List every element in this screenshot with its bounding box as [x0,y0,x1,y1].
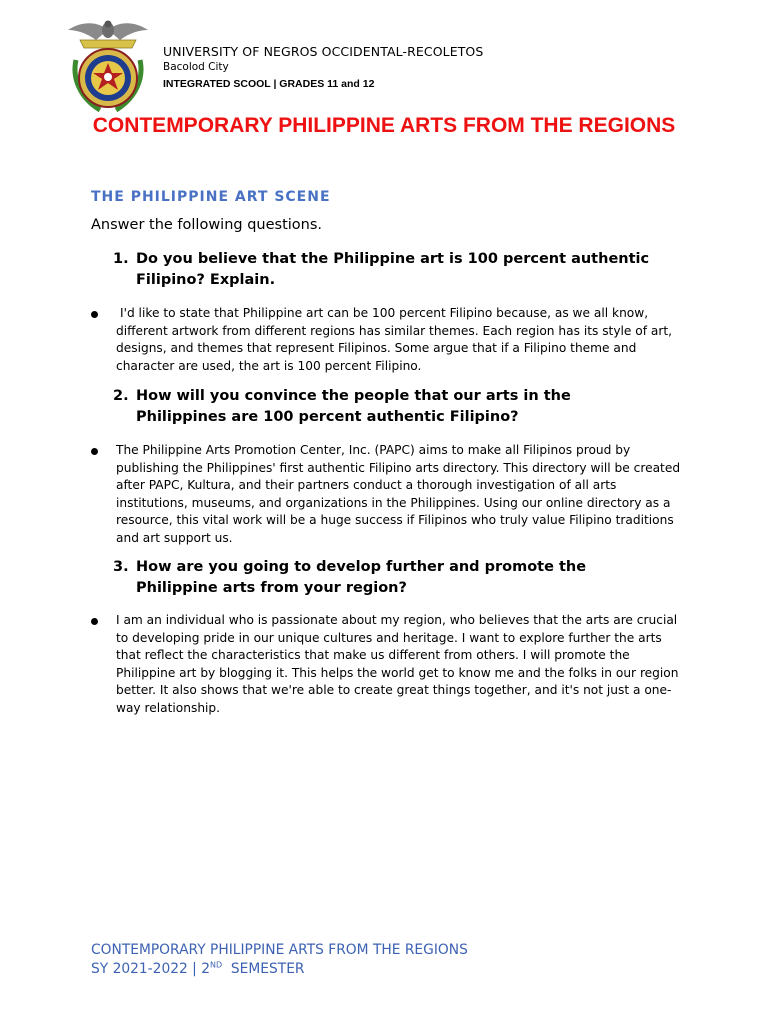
bullet-icon [91,311,98,318]
question-number: 1. [113,251,129,267]
university-name: UNIVERSITY OF NEGROS OCCIDENTAL-RECOLETOS [163,44,484,59]
school-division: INTEGRATED SCOOL | GRADES 11 and 12 [163,78,375,90]
page-footer [91,941,468,979]
footer-school-year [91,960,468,979]
answer-2 [91,442,681,547]
question-text: Do you believe that the Philippine art is 100 percent authentic Filipino? Explain. [136,251,650,288]
page-title: CONTEMPORARY PHILIPPINE ARTS FROM THE REGIONS [92,114,676,137]
instruction-text: Answer the following questions. [91,217,323,233]
footer-semester: SEMESTER [222,961,305,977]
bullet-icon [91,618,98,625]
answer-text: I am an individual who is passionate about my region, who believes that the arts are crucial to developing pride in our unique cultures and heritage. I want to explore further the arts that reflect the characteristics that make us different from others. I will promote the Philippine art by blogging it. This helps the world get to know me and the folks in our region better. It also shows that we're able to create great things together, and it's not just a one-way relationship. [116,613,679,715]
bullet-icon [91,448,98,455]
section-heading: THE PHILIPPINE ART SCENE [91,189,331,205]
footer-course: CONTEMPORARY PHILIPPINE ARTS FROM THE REGIONS [91,942,468,958]
answer-text: The Philippine Arts Promotion Center, Inc. (PAPC) aims to make all Filipinos proud by publishing the Philippines' first authentic Filipino arts directory. This directory will be created after PAPC, Kultura, and their partners conduct a thorough investigation of all arts institutions, museums, and organizations in the Philippines. Using our online directory as a resource, this vital work will be a huge success if Filipinos who truly value Filipino traditions and art support us. [116,443,681,545]
answer-1 [91,305,681,375]
question-number: 3. [113,559,129,575]
city-name: Bacolod City [163,61,229,73]
answer-text: I'd like to state that Philippine art can be 100 percent Filipino because, as we all know, different artwork from different regions has similar themes. Each region has its style of art, designs, and themes that represent Filipinos. Some argue that if a Filipino theme and character are used, the art is 100 percent Filipino. [116,306,673,373]
footer-sy: SY 2021-2022 | 2 [91,961,210,977]
question-1 [113,249,683,291]
university-seal-icon [66,16,150,116]
question-text: How are you going to develop further and promote the Philippine arts from your region? [136,559,587,596]
footer-sup: ND [209,960,223,970]
question-3 [113,557,643,599]
question-2 [113,386,613,428]
answer-3 [91,612,681,717]
question-number: 2. [113,388,129,404]
question-text: How will you convince the people that our arts in the Philippines are 100 percent authentic Filipino? [136,388,571,425]
